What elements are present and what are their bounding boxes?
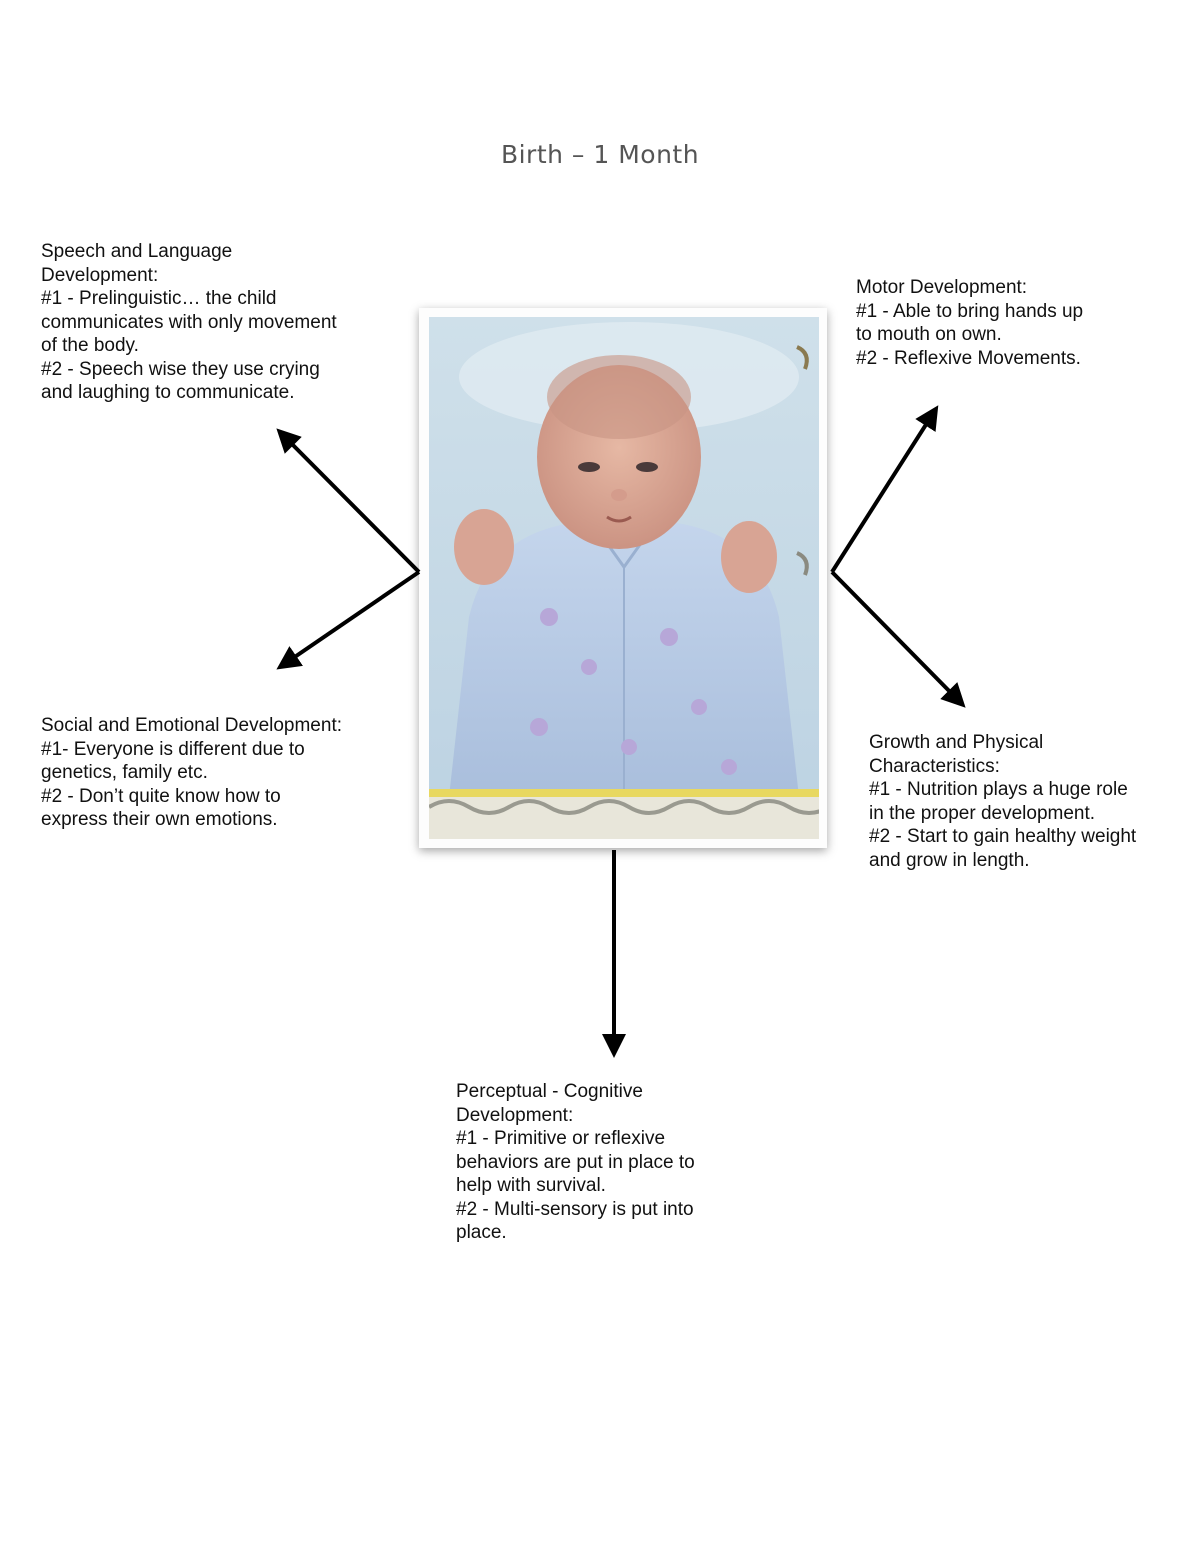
motor-line: Motor Development: [856, 277, 1028, 298]
speech-line: #1 - Prelinguistic… the child [41, 288, 277, 309]
growth-line: #1 - Nutrition plays a huge role [869, 779, 1128, 800]
growth-line: #2 - Start to gain healthy weight [869, 826, 1137, 847]
growth-line: and grow in length. [869, 849, 1030, 871]
perceptual-line: behaviors are put in place to [456, 1151, 695, 1173]
page-title: Birth – 1 Month [500, 140, 700, 169]
growth-line: in the proper development. [869, 802, 1096, 824]
speech-line: Speech and Language [41, 241, 233, 262]
motor-line: #1 - Able to bring hands up [856, 300, 1084, 322]
social-line: genetics, family etc. [41, 762, 208, 783]
motor-line: to mouth on own. [856, 324, 1002, 345]
arrow-to-social [283, 572, 419, 665]
perceptual-line: #2 - Multi-sensory is put into [456, 1198, 694, 1220]
speech-line: #2 - Speech wise they use crying [41, 358, 320, 380]
perceptual-line: Development: [456, 1104, 574, 1126]
arrow-to-motor [832, 412, 934, 572]
perceptual-line: place. [456, 1222, 507, 1243]
perceptual-line: Perceptual - Cognitive [456, 1081, 643, 1102]
speech-line: of the body. [41, 335, 139, 356]
arrow-to-growth [832, 572, 960, 702]
social-line: Social and Emotional Development: [41, 715, 343, 736]
social-line: #2 - Don’t quite know how to [41, 785, 281, 807]
perceptual-line: #1 - Primitive or reflexive [456, 1128, 666, 1149]
social-line: #1- Everyone is different due to [41, 738, 305, 760]
speech-line: communicates with only movement [41, 311, 337, 333]
motor-line: #2 - Reflexive Movements. [856, 347, 1081, 369]
speech-line: Development: [41, 264, 159, 286]
growth-line: Growth and Physical [869, 732, 1044, 753]
social-line: express their own emotions. [41, 809, 278, 830]
growth-line: Characteristics: [869, 755, 1000, 777]
arrow-to-speech [282, 434, 419, 572]
perceptual-line: help with survival. [456, 1175, 606, 1196]
speech-line: and laughing to communicate. [41, 382, 295, 403]
